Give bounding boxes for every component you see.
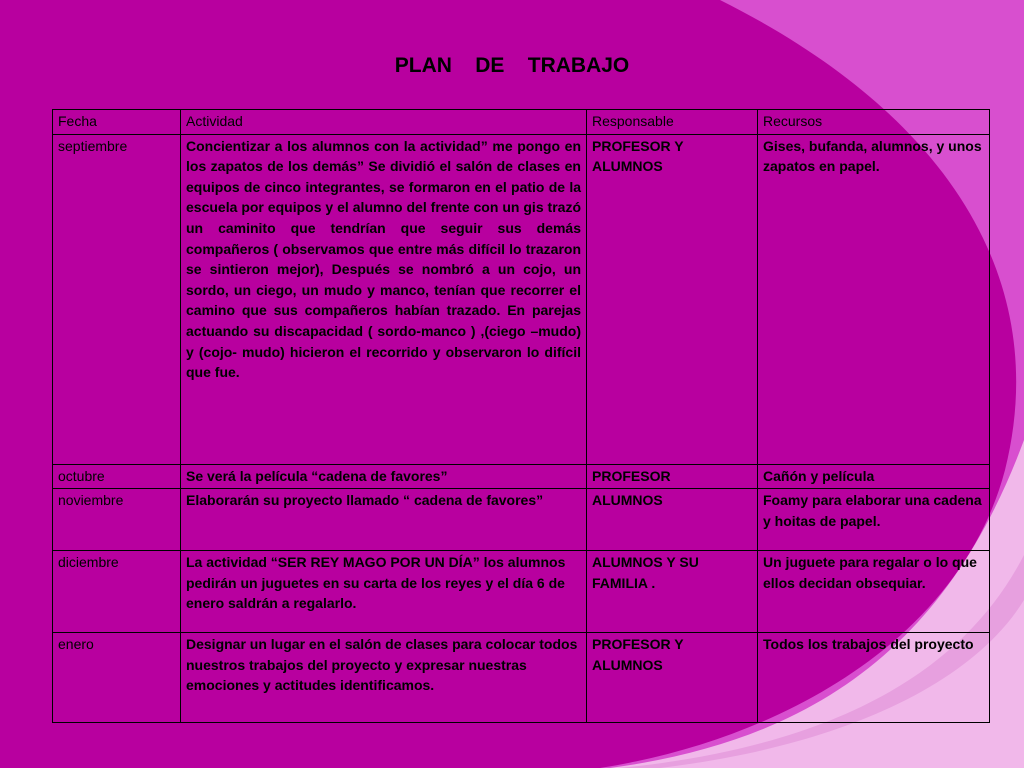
cell-fecha: enero xyxy=(53,633,181,723)
header-actividad: Actividad xyxy=(181,110,587,135)
cell-actividad: La actividad “SER REY MAGO POR UN DÍA” los alumnos pedirán un juguetes en su carta de los reyes y el día 6 de enero saldrán a regalarlo. xyxy=(181,551,587,633)
cell-actividad: Elaborarán su proyecto llamado “ cadena de favores” xyxy=(181,489,587,551)
table-row xyxy=(53,633,990,723)
cell-fecha: septiembre xyxy=(53,134,181,464)
header-responsable: Responsable xyxy=(587,110,758,135)
cell-recursos: Foamy para elaborar una cadena y hoitas de papel. xyxy=(758,489,990,551)
cell-responsable: ALUMNOS xyxy=(587,489,758,551)
table-header-row xyxy=(53,110,990,135)
header-fecha: Fecha xyxy=(53,110,181,135)
cell-fecha: octubre xyxy=(53,464,181,489)
cell-responsable: PROFESOR xyxy=(587,464,758,489)
cell-fecha: diciembre xyxy=(53,551,181,633)
cell-recursos: Cañón y película xyxy=(758,464,990,489)
cell-recursos: Todos los trabajos del proyecto xyxy=(758,633,990,723)
cell-responsable: ALUMNOS Y SU FAMILIA . xyxy=(587,551,758,633)
table-row xyxy=(53,551,990,633)
cell-recursos: Gises, bufanda, alumnos, y unos zapatos en papel. xyxy=(758,134,990,464)
table-row xyxy=(53,489,990,551)
page-title: PLAN DE TRABAJO xyxy=(394,54,630,77)
table-row xyxy=(53,464,990,489)
table-row xyxy=(53,134,990,464)
header-recursos: Recursos xyxy=(758,110,990,135)
cell-actividad: Se verá la película “cadena de favores” xyxy=(181,464,587,489)
cell-actividad: Concientizar a los alumnos con la actividad” me pongo en los zapatos de los demás” Se dividió el salón de clases en equipos de cinco integrantes, se formaron en el patio de la escuela por equipos y el alumno del frente con un gis trazó un caminito que tendrían que seguir sus demás compañeros ( observamos que entre más difícil lo trazaron se sintieron mejor), Después se nombró a un cojo, un sordo, un ciego, un mudo y manco, tenían que recorrer el camino que sus compañeros habían trazado. En parejas actuando su discapacidad ( sordo-manco ) ,(ciego –mudo) y (cojo- mudo) hicieron el recorrido y observaron lo difícil que fue. xyxy=(181,134,587,464)
cell-responsable: PROFESOR Y ALUMNOS xyxy=(587,633,758,723)
cell-actividad: Designar un lugar en el salón de clases para colocar todos nuestros trabajos del proyecto y expresar nuestras emociones y actitudes identificamos. xyxy=(181,633,587,723)
plan-table xyxy=(52,109,990,723)
cell-recursos: Un juguete para regalar o lo que ellos decidan obsequiar. xyxy=(758,551,990,633)
cell-fecha: noviembre xyxy=(53,489,181,551)
cell-responsable: PROFESOR Y ALUMNOS xyxy=(587,134,758,464)
